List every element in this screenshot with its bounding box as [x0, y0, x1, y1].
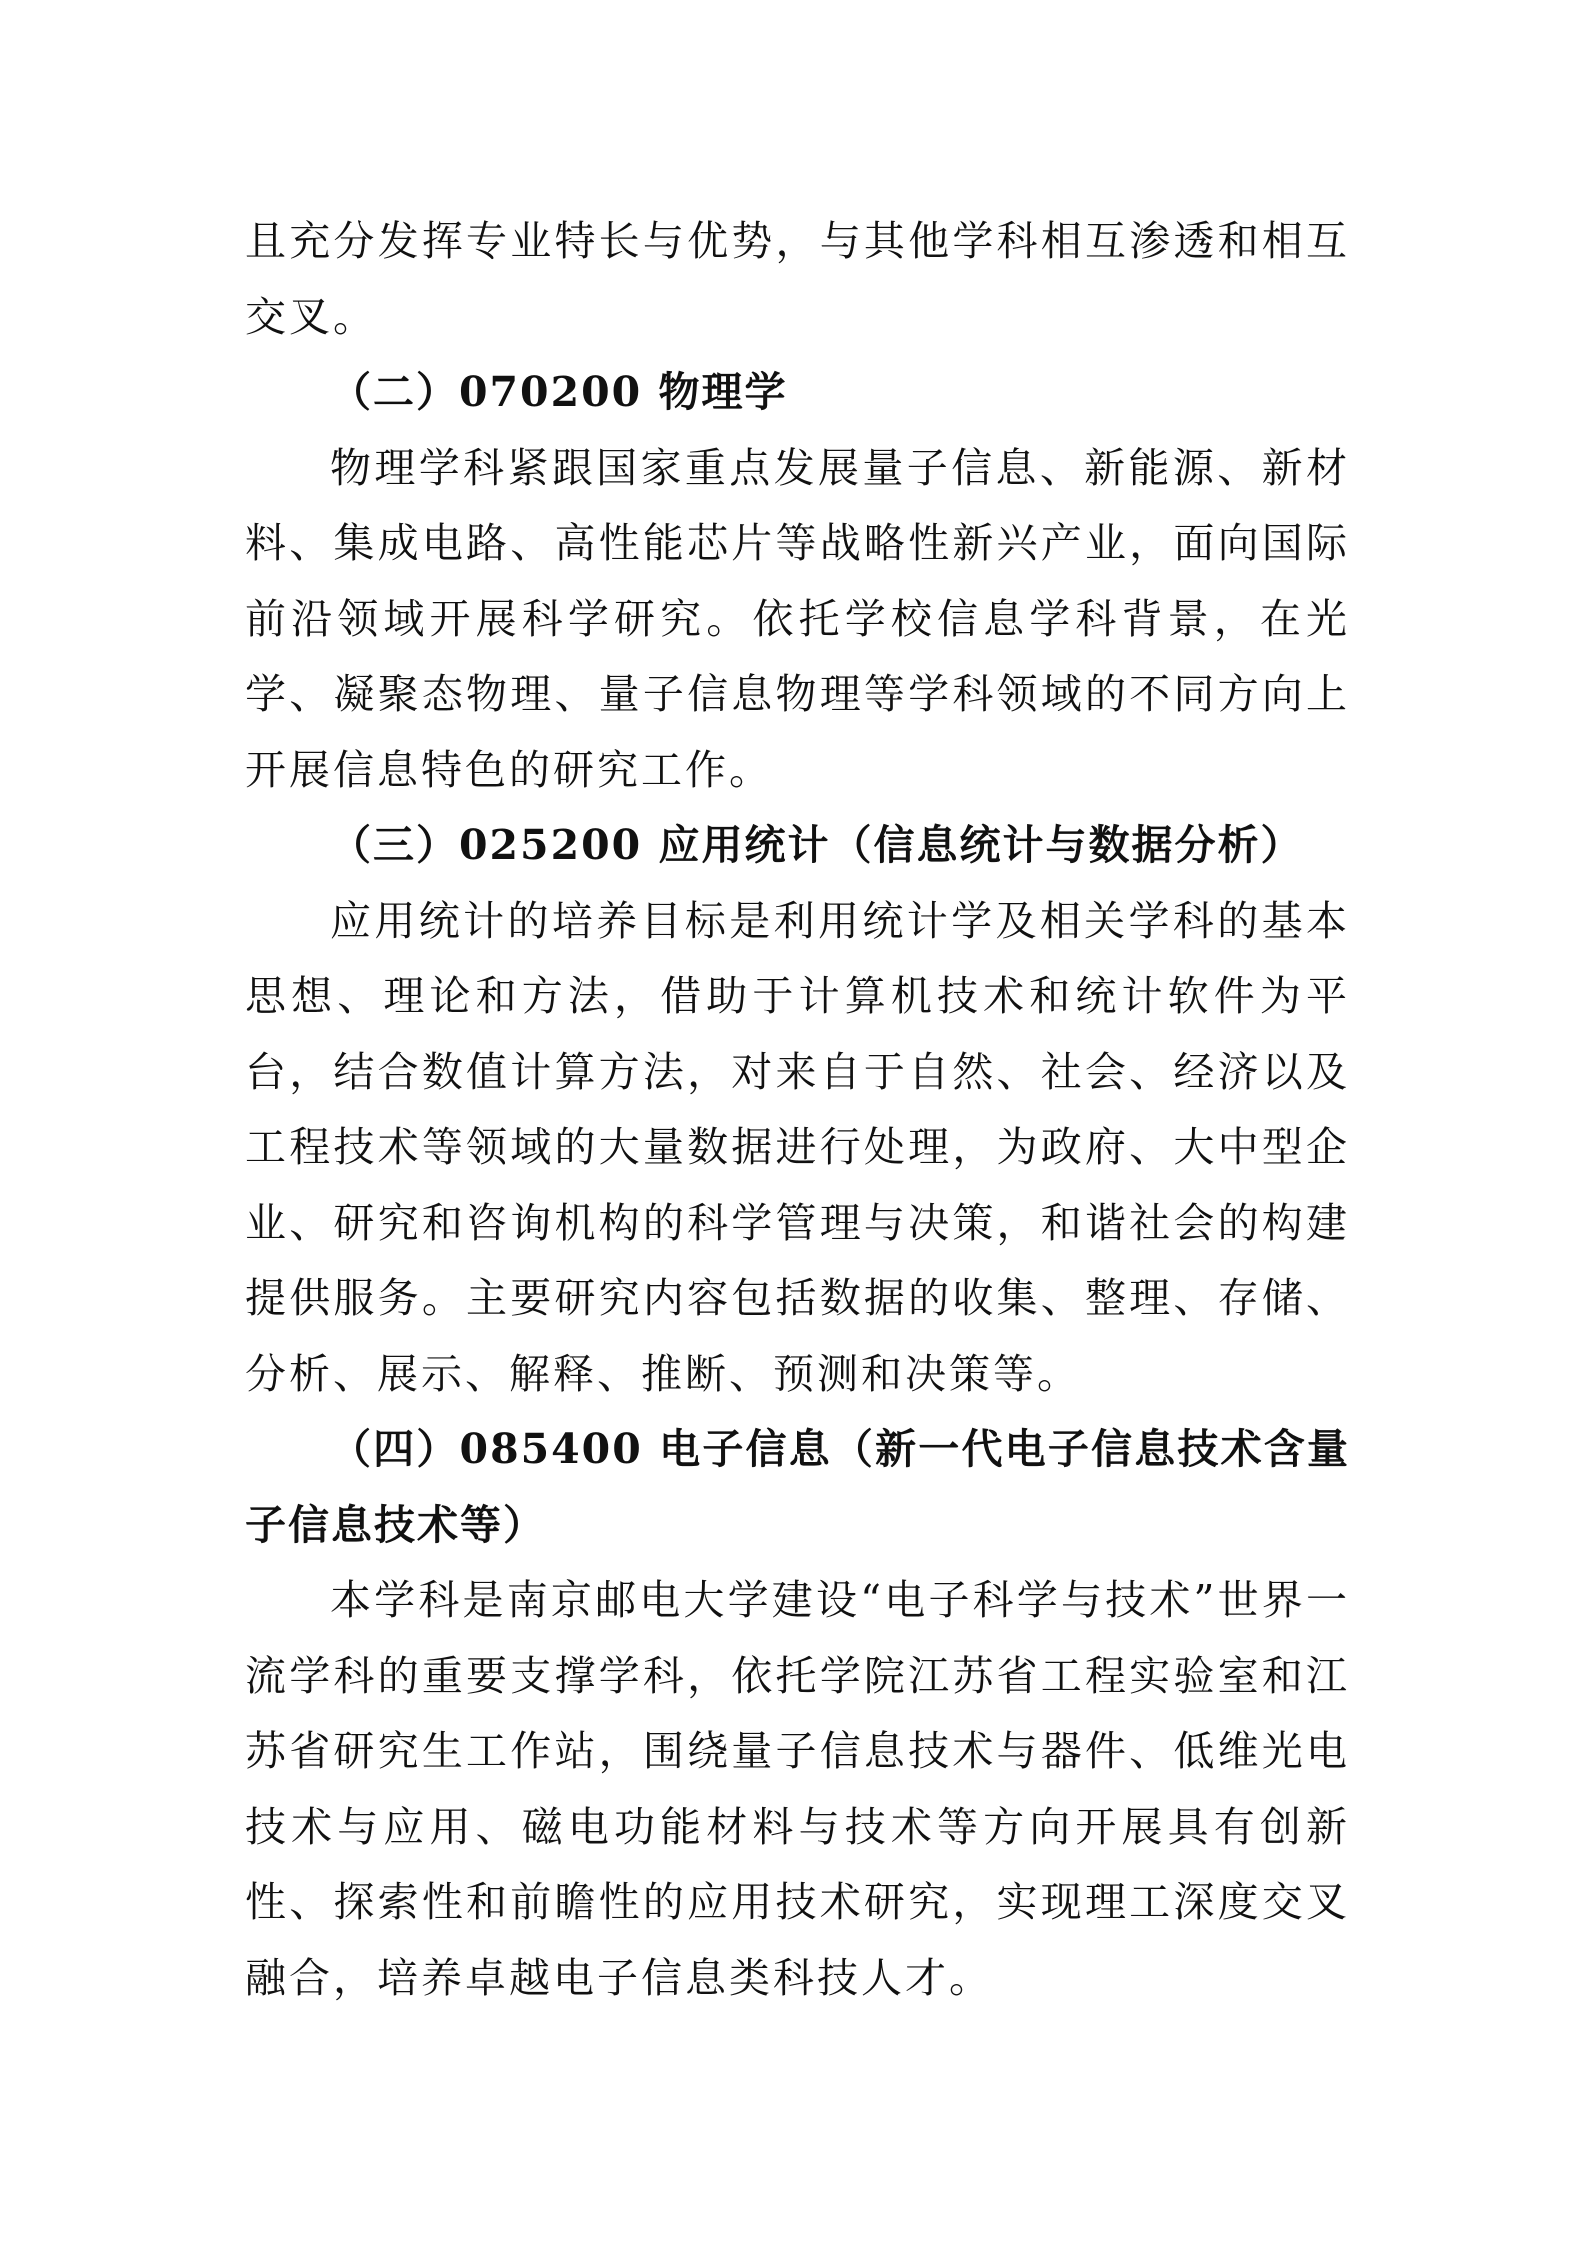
section-heading-electronic-information: （四）085400 电子信息（新一代电子信息技术含量子信息技术等）: [245, 1425, 1350, 1549]
physics-paragraph: 物理学科紧跟国家重点发展量子信息、新能源、新材料、集成电路、高性能芯片等战略性新兴产业，面向国际前沿领域开展科学研究。依托学校信息学科背景，在光学、凝聚态物理、量子信息物理等学科领域的不同方向上开展信息特色的研究工作。: [245, 443, 1350, 794]
section-heading-physics: （二）070200 物理学: [330, 368, 788, 416]
document-page: [245, 204, 1350, 2016]
section-heading-applied-statistics: （三）025200 应用统计（信息统计与数据分析）: [330, 821, 1304, 869]
intro-continuation-paragraph: 且充分发挥专业特长与优势，与其他学科相互渗透和相互交叉。: [245, 217, 1350, 341]
applied-statistics-paragraph: 应用统计的培养目标是利用统计学及相关学科的基本思想、理论和方法，借助于计算机技术和统计软件为平台，结合数值计算方法，对来自于自然、社会、经济以及工程技术等领域的大量数据进行处理，为政府、大中型企业、研究和咨询机构的科学管理与决策，和谐社会的构建提供服务。主要研究内容包括数据的收集、整理、存储、分析、展示、解释、推断、预测和决策等。: [245, 896, 1350, 1398]
electronic-information-paragraph: 本学科是南京邮电大学建设“电子科学与技术”世界一流学科的重要支撑学科，依托学院江苏省工程实验室和江苏省研究生工作站，围绕量子信息技术与器件、低维光电技术与应用、磁电功能材料与技术等方向开展具有创新性、探索性和前瞻性的应用技术研究，实现理工深度交叉融合，培养卓越电子信息类科技人才。: [245, 1576, 1350, 2002]
